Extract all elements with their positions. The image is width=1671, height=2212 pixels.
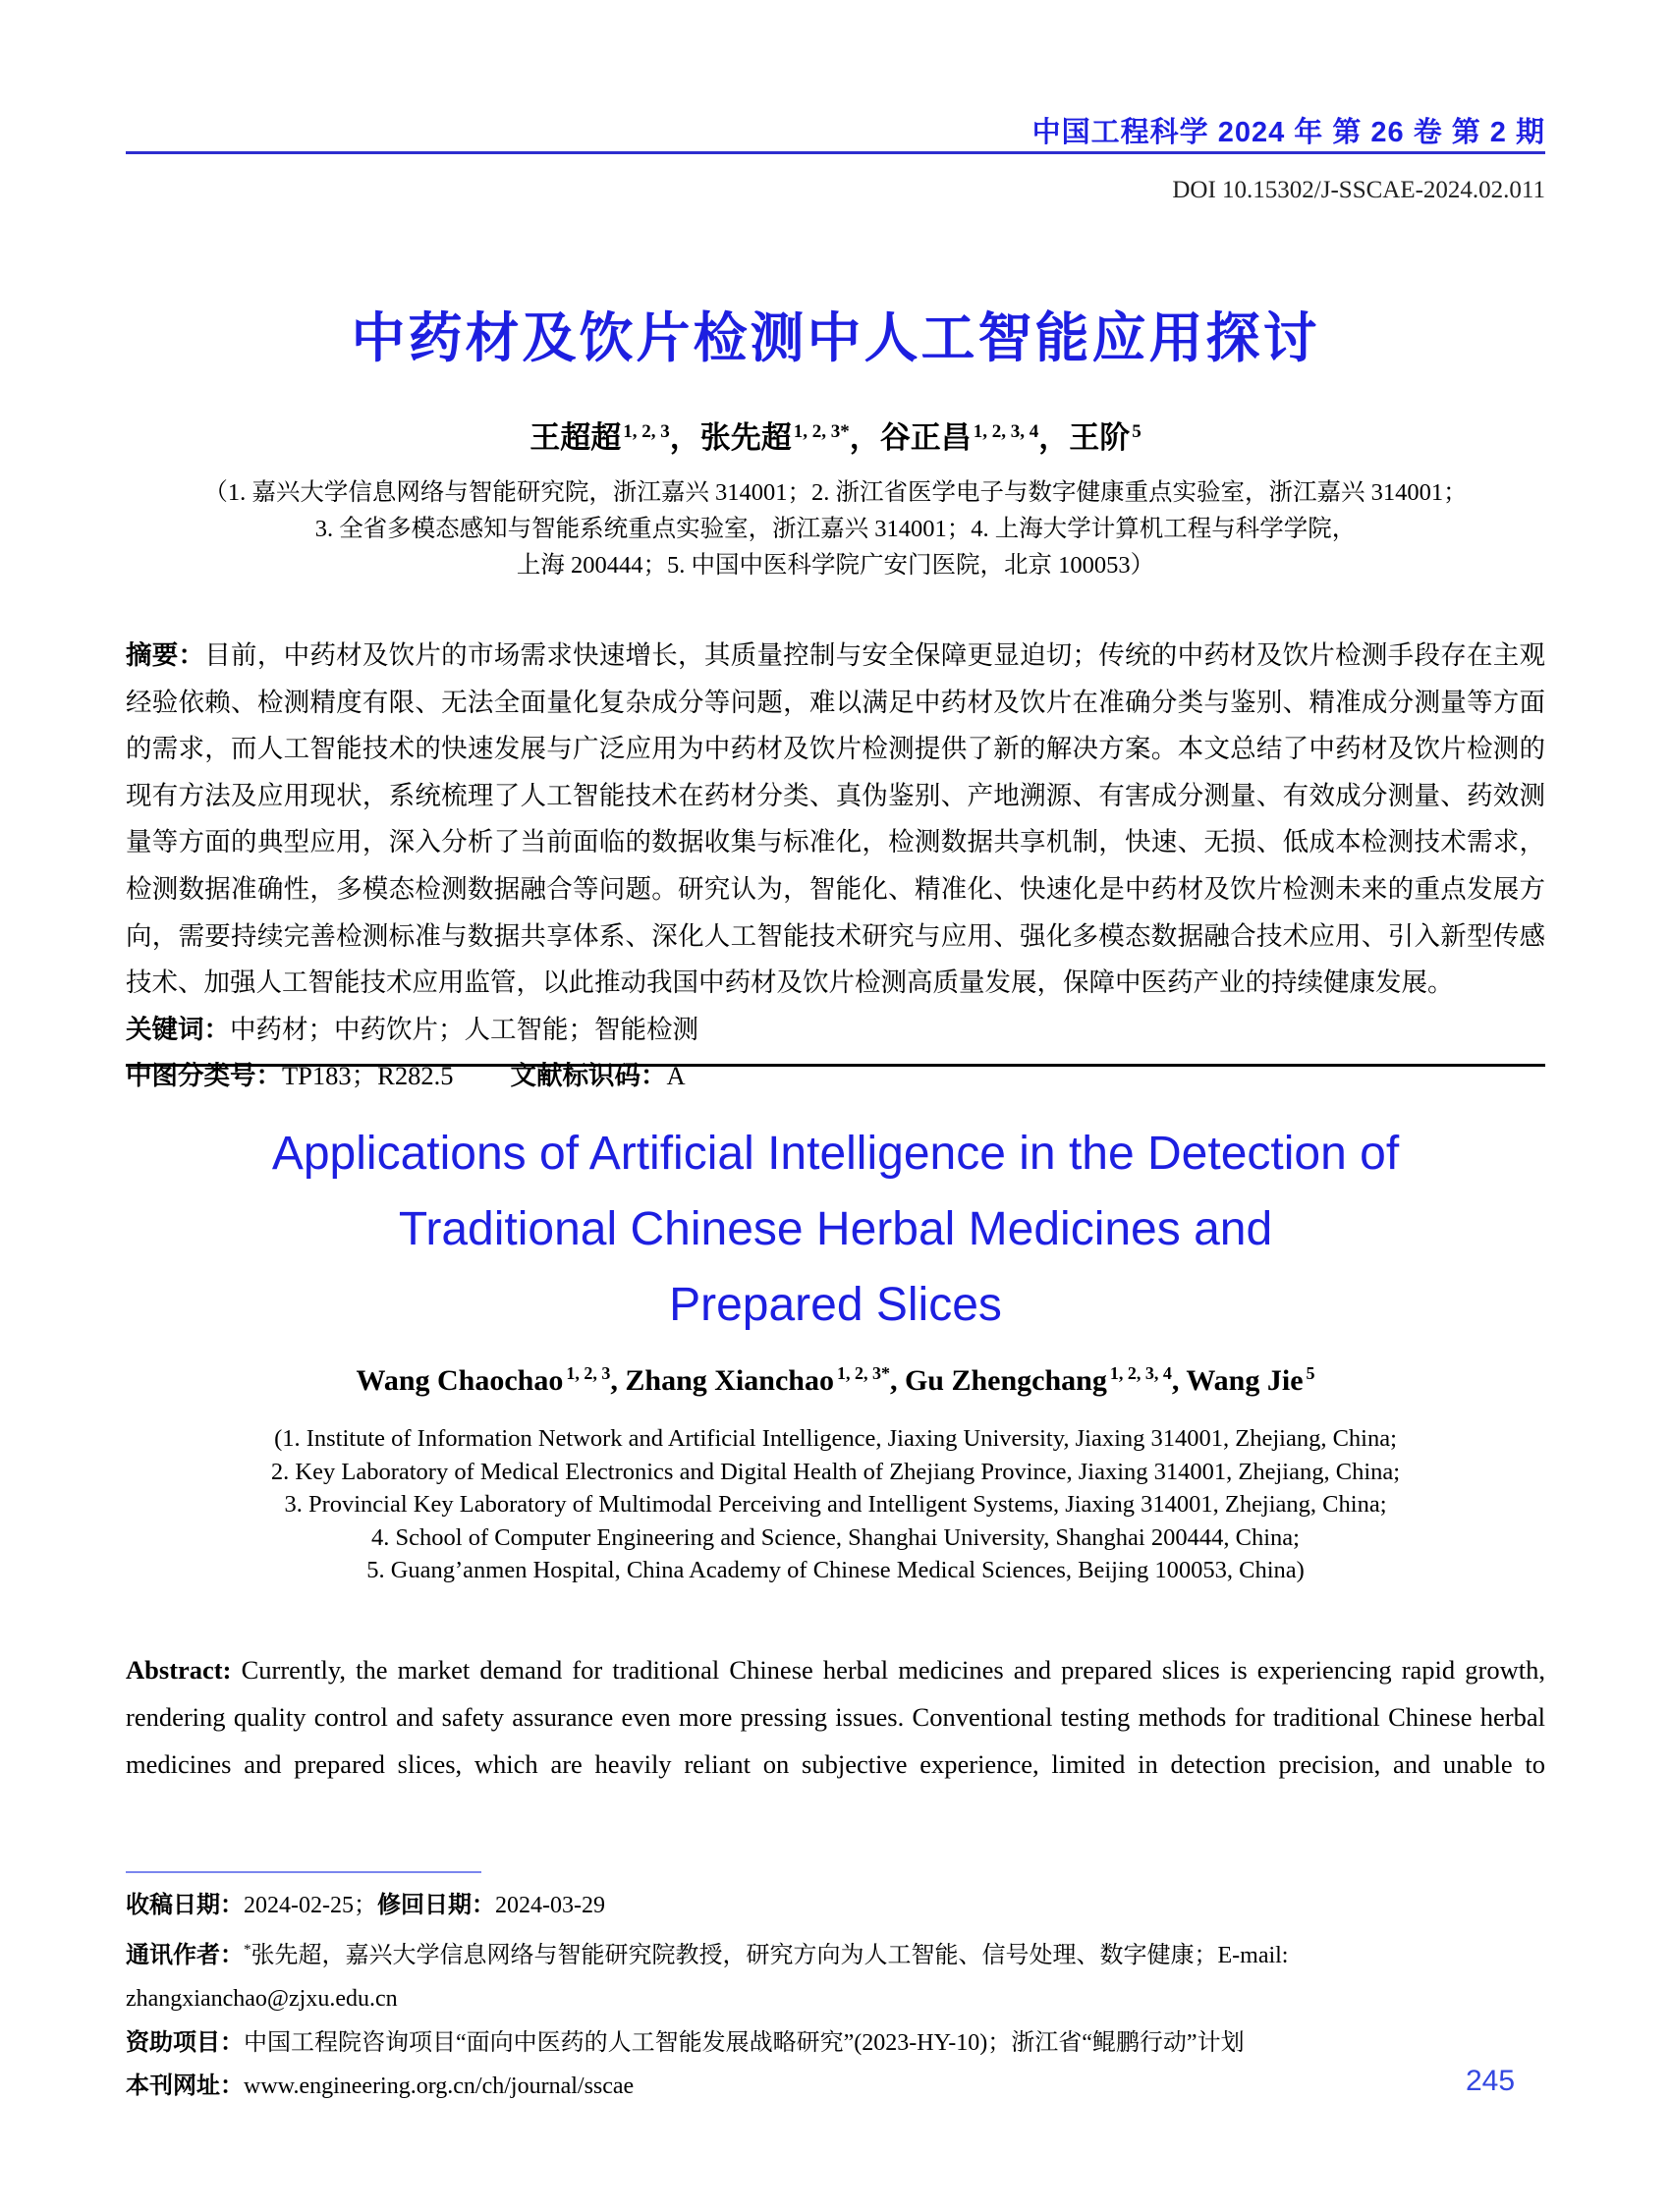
chinese-authors — [0, 413, 1671, 457]
english-title-line: Prepared Slices — [669, 1279, 1002, 1331]
affiliation-line: （1. 嘉兴大学信息网络与智能研究院，浙江嘉兴 314001；2. 浙江省医学电子与数字健康重点实验室，浙江嘉兴 314001； — [203, 479, 1468, 506]
english-title-line: Traditional Chinese Herbal Medicines and — [398, 1203, 1273, 1255]
revised-value: 2024-03-29 — [494, 1893, 605, 1918]
abstract-text: 目前，中药材及饮片的市场需求快速增长，其质量控制与安全保障更显迫切；传统的中药材及饮片检测手段存在主观经验依赖、检测精度有限、无法全面量化复杂成分等问题，难以满足中药材及饮片在准确分类与鉴别、精准成分测量等方面的需求，而人工智能技术的快速发展与广泛应用为中药材及饮片检测提供了新的解决方案。本文总结了中药材及饮片检测的现有方法及应用现状，系统梳理了人工智能技术在药材分类、真伪鉴别、产地溯源、有害成分测量、有效成分测量、药效测量等方面的典型应用，深入分析了当前面临的数据收集与标准化，检测数据共享机制，快速、无损、低成本检测技术需求，检测数据准确性，多模态检测数据融合等问题。研究认为，智能化、精准化、快速化是中药材及饮片检测未来的重点发展方向，需要持续完善检测标准与数据共享体系、深化人工智能技术研究与应用、强化多模态数据融合技术应用、引入新型传感技术、加强人工智能技术应用监管，以此推动我国中药材及饮片检测高质量发展，保障中医药产业的持续健康发展。 — [126, 640, 1546, 998]
author-separator: ， — [1038, 420, 1070, 455]
received-value: 2024-02-25； — [244, 1893, 377, 1918]
author-name: Gu Zhengchang — [904, 1364, 1107, 1397]
author-separator: , — [1171, 1364, 1187, 1397]
author-name: 王超超 — [529, 420, 622, 455]
author-name: 谷正昌 — [879, 420, 972, 455]
corresponding-label: 通讯作者： — [126, 1942, 244, 1968]
footnote-corresponding — [126, 1928, 1545, 2021]
keywords-text: 中药材；中药饮片；人工智能；智能检测 — [230, 1014, 698, 1044]
revised-label: 修回日期： — [376, 1893, 495, 1918]
section-divider-rule — [126, 1064, 1545, 1067]
author-name: Zhang Xianchao — [625, 1364, 834, 1397]
english-affiliations — [126, 1422, 1545, 1587]
doc-code-value: A — [666, 1061, 686, 1091]
author-affil-sup: 1, 2, 3 — [623, 420, 670, 442]
author-separator: ， — [849, 420, 880, 455]
website-label: 本刊网址： — [126, 2074, 244, 2099]
affiliation-line: 4. School of Computer Engineering and Science, Shanghai University, Shanghai 200444, China; — [371, 1523, 1300, 1551]
author-name: 张先超 — [699, 420, 792, 455]
author-separator: , — [610, 1364, 626, 1397]
chinese-title: 中药材及饮片检测中人工智能应用探讨 — [351, 308, 1320, 368]
author-separator: , — [889, 1364, 905, 1397]
affiliation-line: 2. Key Laboratory of Medical Electronics and Digital Health of Zhejiang Province, Jiaxing 314001, Zhejiang, China; — [270, 1458, 1401, 1485]
chinese-affiliations — [126, 474, 1545, 583]
footnote-dates — [126, 1884, 1545, 1928]
clc-label: 中图分类号： — [126, 1061, 282, 1091]
funding-value: 中国工程院咨询项目“面向中医药的人工智能发展战略研究”(2023-HY-10)；浙江省“鲲鹏行动”计划 — [244, 2029, 1245, 2056]
journal-header: 中国工程科学 2024 年 第 26 卷 第 2 期 — [1031, 117, 1545, 148]
author-affil-sup: 1, 2, 3* — [836, 1363, 890, 1383]
received-label: 收稿日期： — [126, 1893, 244, 1918]
keywords-label: 关键词： — [126, 1014, 230, 1044]
corresponding-value: 张先超，嘉兴大学信息网络与智能研究院教授，研究方向为人工智能、信号处理、数字健康；E-mail: zhangxianchao@zjxu.edu.cn — [126, 1942, 1289, 2012]
author-affil-sup: 1, 2, 3, 4 — [1109, 1363, 1172, 1383]
header-rule — [126, 151, 1545, 154]
doi: DOI 10.15302/J-SSCAE-2024.02.011 — [1172, 177, 1545, 203]
footnotes — [126, 1884, 1545, 2109]
author-affil-sup: 5 — [1306, 1363, 1315, 1383]
chinese-abstract — [126, 633, 1545, 1007]
footnote-website — [126, 2065, 1545, 2109]
affiliation-line: 3. 全省多模态感知与智能系统重点实验室，浙江嘉兴 314001；4. 上海大学计算机工程与科学学院， — [314, 516, 1357, 542]
author-affil-sup: 5 — [1132, 420, 1142, 442]
author-separator: ， — [669, 420, 700, 455]
abstract-label: Abstract: — [126, 1655, 232, 1685]
corresponding-asterisk: * — [244, 1941, 251, 1958]
footnote-rule — [126, 1871, 481, 1873]
classification-line — [126, 1053, 1545, 1100]
english-abstract — [126, 1646, 1545, 1788]
clc-value: TP183；R282.5 — [282, 1061, 454, 1091]
chinese-meta-block — [126, 633, 1545, 1100]
author-affil-sup: 1, 2, 3, 4 — [973, 420, 1039, 442]
author-affil-sup: 1, 2, 3* — [793, 420, 850, 442]
chinese-keywords — [126, 1007, 1545, 1054]
author-name: 王阶 — [1069, 420, 1131, 455]
doc-code-label: 文献标识码： — [510, 1061, 667, 1091]
author-name: Wang Chaochao — [356, 1364, 564, 1397]
affiliation-line: 上海 200444；5. 中国中医科学院广安门医院，北京 100053） — [516, 552, 1155, 579]
affiliation-line: 3. Provincial Key Laboratory of Multimodal Perceiving and Intelligent Systems, Jiaxing 314001, Zhejiang, China; — [284, 1491, 1387, 1518]
abstract-label: 摘要： — [126, 640, 205, 670]
author-name: Wang Jie — [1186, 1364, 1304, 1397]
english-title-line: Applications of Artificial Intelligence in the Detection of — [271, 1128, 1400, 1180]
footnote-funding — [126, 2021, 1545, 2066]
affiliation-line: (1. Institute of Information Network and Artificial Intelligence, Jiaxing University, Jiaxing 314001, Zhejiang, China; — [274, 1425, 1397, 1452]
funding-label: 资助项目： — [126, 2029, 244, 2056]
abstract-text: Currently, the market demand for traditional Chinese herbal medicines and prepared slices is experiencing rapid growth, rendering quality control and safety assurance even more pressing issues. Conventional testing methods for traditional Chinese herbal medicines and prepared slices, which are heavily reliant on subjective experience, limited in detection precision, and unable to — [126, 1655, 1545, 1779]
english-authors — [0, 1363, 1671, 1398]
english-title — [0, 1116, 1671, 1343]
affiliation-line: 5. Guang’anmen Hospital, China Academy of Chinese Medical Sciences, Beijing 100053, China) — [366, 1557, 1305, 1583]
page-number: 245 — [1465, 2065, 1516, 2097]
website-value: www.engineering.org.cn/ch/journal/sscae — [244, 2074, 635, 2099]
author-affil-sup: 1, 2, 3 — [566, 1363, 611, 1383]
